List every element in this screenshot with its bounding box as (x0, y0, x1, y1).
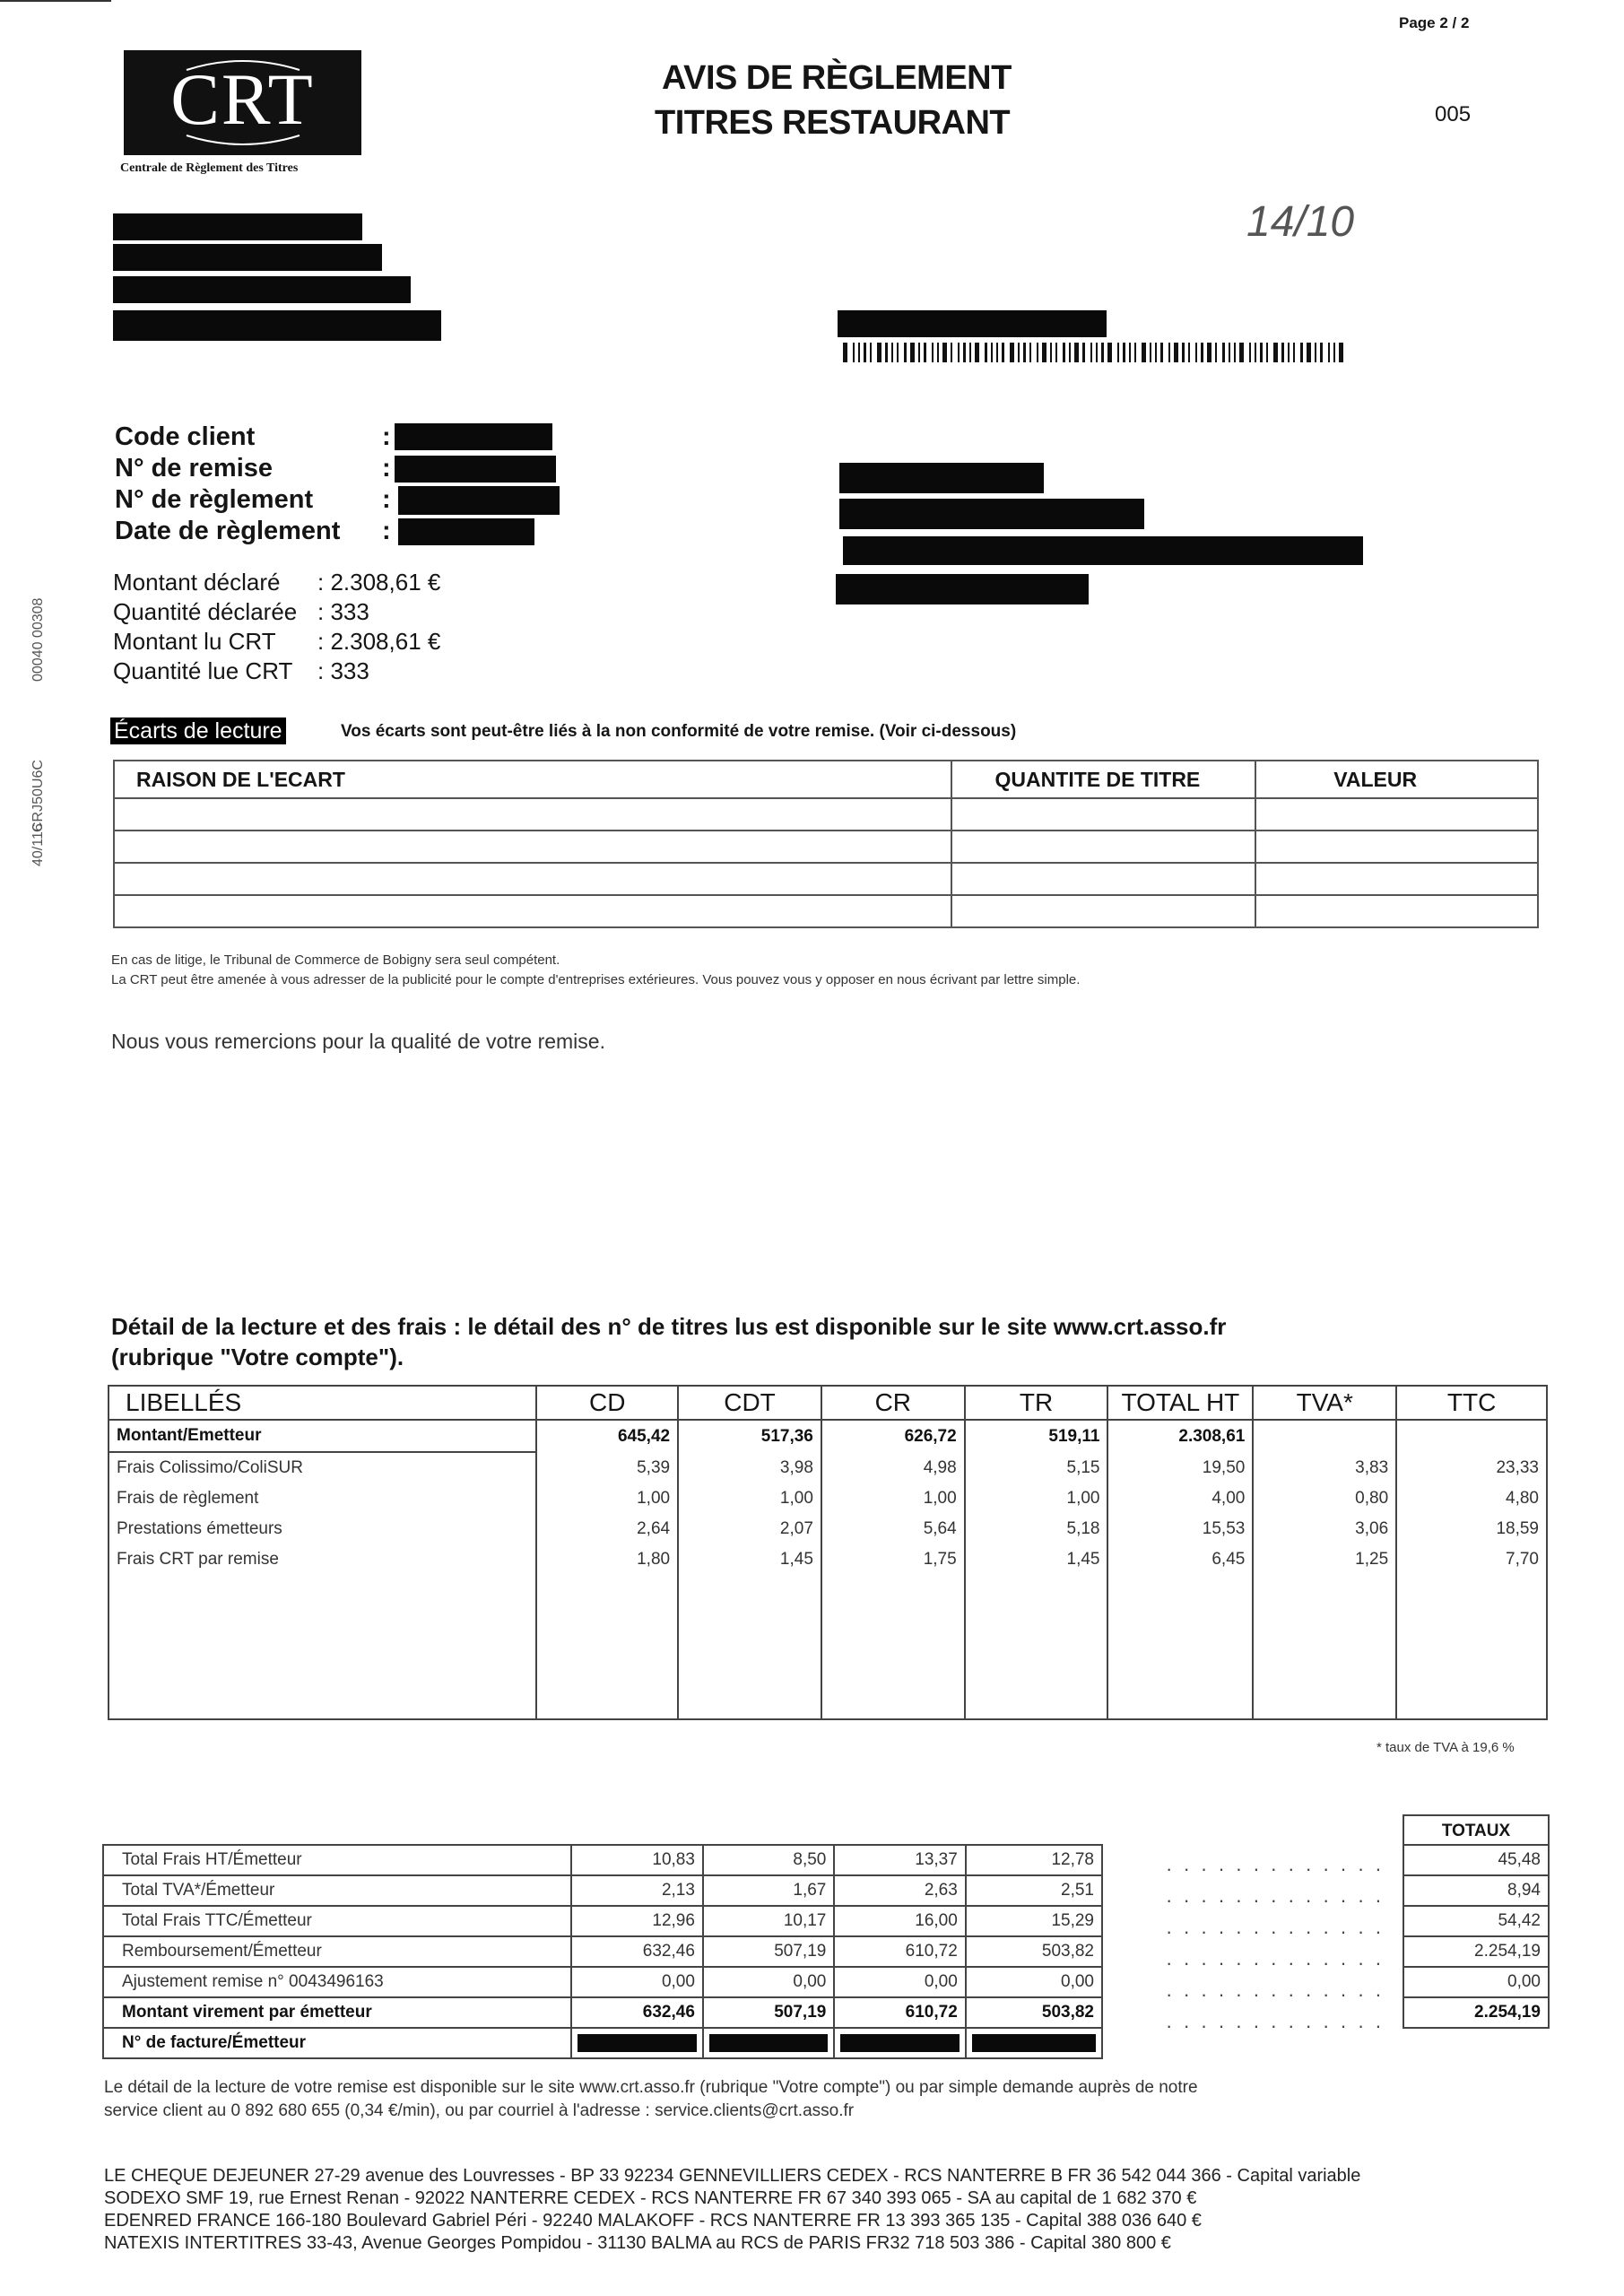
redacted-recipient-line (843, 536, 1363, 565)
barcode-bar (864, 343, 866, 362)
cell-tr: 2,51 (966, 1875, 1102, 1906)
table-row (109, 1483, 1547, 1514)
barcode-bar (1320, 343, 1323, 362)
barcode-bar (1042, 343, 1046, 362)
cell-cd: 12,96 (571, 1906, 702, 1936)
cell-tva: 3,83 (1253, 1452, 1396, 1483)
barcode-bar (1074, 343, 1079, 362)
empty-cell (109, 1575, 536, 1719)
dot-leader: · · · · · · · · · · · · · (1166, 1952, 1385, 1974)
row-label: Montant virement par émetteur (103, 1997, 571, 2028)
cell-cdt: 507,19 (703, 1936, 834, 1967)
barcode-bar (1123, 343, 1125, 362)
header-cdt: CDT (678, 1386, 821, 1420)
summary-table (102, 1844, 1103, 2059)
barcode-bar (1215, 343, 1217, 362)
barcode-bar (1300, 343, 1303, 362)
dot-leader: · · · · · · · · · · · · · (1166, 1983, 1385, 2005)
client-code-label: Code client (115, 422, 256, 451)
empty-cell (1253, 1575, 1396, 1719)
logo-subtitle: Centrale de Règlement des Titres (120, 161, 299, 175)
totals-row (1403, 1906, 1549, 1936)
row-label: Montant/Emetteur (109, 1420, 536, 1452)
redacted-reglement-number (398, 486, 560, 515)
barcode-bar (1117, 343, 1119, 362)
redacted-reglement-date (398, 518, 534, 545)
cell-cd: 632,46 (571, 1997, 702, 2028)
barcode-bar (918, 343, 920, 362)
cell-tr: 1,45 (965, 1544, 1108, 1575)
logo-text: CRT (170, 58, 315, 140)
redacted-address-line (113, 244, 382, 271)
document-number: 005 (1435, 102, 1472, 126)
bottom-note-line: service client au 0 892 680 655 (0,34 €/min), ou par courriel à l'adresse : service.clients@crt.asso.fr (104, 2101, 855, 2120)
cell-cd: 0,00 (571, 1967, 702, 1997)
totals-table (1403, 1844, 1550, 2029)
table-row (103, 1936, 1102, 1967)
detail-table (108, 1385, 1548, 1720)
cell-cr: 16,00 (834, 1906, 965, 1936)
crt-logo (124, 50, 361, 155)
quantite-declaree-label: Quantité déclarée (113, 598, 298, 625)
top-rule (0, 0, 111, 2)
cell-tva: 0,80 (1253, 1483, 1396, 1514)
barcode-bar (1023, 343, 1026, 362)
invoice-row (103, 2028, 1102, 2058)
barcode-bar (843, 343, 847, 362)
legal-line: En cas de litige, le Tribunal de Commerce de Bobigny sera seul compétent. (111, 952, 560, 968)
cell-cd: 1,00 (536, 1483, 678, 1514)
tva-note: * taux de TVA à 19,6 % (1376, 1740, 1515, 1755)
footer-line: SODEXO SMF 19, rue Ernest Renan - 92022 NANTERRE CEDEX - RCS NANTERRE FR 67 340 393 065 - SA au capital de 1 682 370 € (104, 2188, 1197, 2208)
redacted-recipient-line (836, 574, 1089, 604)
cell-cr: 1,00 (821, 1483, 965, 1514)
cell-cr: 4,98 (821, 1452, 965, 1483)
barcode-bar (1273, 343, 1278, 362)
cell-total: 19,50 (1107, 1452, 1253, 1483)
cell-cr: 0,00 (834, 1967, 965, 1997)
separator: : (382, 454, 391, 483)
cell-tr: 5,18 (965, 1514, 1108, 1544)
cell-ttc (1396, 1420, 1547, 1452)
col-valeur: VALEUR (1255, 761, 1538, 798)
table-row (109, 1420, 1547, 1452)
cell-tva: 1,25 (1253, 1544, 1396, 1575)
barcode-bar (853, 343, 855, 362)
montant-lu-value: : 2.308,61 € (317, 628, 441, 655)
header-tva: TVA* (1253, 1386, 1396, 1420)
separator: : (382, 485, 391, 514)
empty-cell (821, 1575, 965, 1719)
cell-cdt: 1,00 (678, 1483, 821, 1514)
totals-row (1403, 1845, 1549, 1875)
barcode-bar (1050, 343, 1052, 362)
detail-title (111, 1311, 1226, 1372)
barcode-bar (1142, 343, 1146, 362)
table-row (103, 1875, 1102, 1906)
redacted-invoice-number (703, 2028, 834, 2058)
cell-total: 15,53 (1107, 1514, 1253, 1544)
table-row (114, 895, 1538, 927)
cell-tva (1253, 1420, 1396, 1452)
side-code: CRJ50U6C (30, 760, 46, 832)
row-label: Remboursement/Émetteur (103, 1936, 571, 1967)
redacted-invoice-number (571, 2028, 702, 2058)
cell-cdt: 3,98 (678, 1452, 821, 1483)
footer (104, 2165, 1360, 2255)
barcode-bar (1201, 343, 1203, 362)
col-raison: RAISON DE L'ECART (114, 761, 951, 798)
barcode-bar (1107, 343, 1112, 362)
cell-cd: 2,13 (571, 1875, 702, 1906)
doc-title-line1: AVIS DE RÈGLEMENT (662, 59, 1012, 97)
side-code: 40/116 (30, 823, 46, 866)
barcode-bar (1188, 343, 1190, 362)
cell-cdt: 10,17 (703, 1906, 834, 1936)
total-value: 54,42 (1403, 1906, 1549, 1936)
cell-cr: 610,72 (834, 1936, 965, 1967)
barcode-bar (904, 343, 907, 362)
bottom-note-line: Le détail de la lecture de votre remise est disponible sur le site www.crt.asso.fr (rubrique "Votre compte") ou par simple demande auprès de notre (104, 2078, 1198, 2097)
barcode-bar (1096, 343, 1098, 362)
barcode-bar (932, 343, 934, 362)
barcode-bar (975, 343, 979, 362)
cell-tr: 503,82 (966, 1997, 1102, 2028)
header-total-ht: TOTAL HT (1107, 1386, 1253, 1420)
barcode-bar (991, 343, 993, 362)
footer-line: LE CHEQUE DEJEUNER 27-29 avenue des Louvresses - BP 33 92234 GENNEVILLIERS CEDEX - RCS NANTERRE B FR 36 542 044 366 - Capital variable (104, 2166, 1361, 2186)
cell-cdt: 1,45 (678, 1544, 821, 1575)
client-labels (115, 422, 340, 547)
barcode-bar (1063, 343, 1065, 362)
barcode-bar (1288, 343, 1290, 362)
footer-line: EDENRED FRANCE 166-180 Boulevard Gabriel Péri - 92240 MALAKOFF - RCS NANTERRE FR 13 393 365 135 - Capital 388 036 640 € (104, 2211, 1202, 2231)
row-label: Total Frais TTC/Émetteur (103, 1906, 571, 1936)
cell-tr: 15,29 (966, 1906, 1102, 1936)
cell-ttc: 18,59 (1396, 1514, 1547, 1544)
table-row (109, 1514, 1547, 1544)
ecarts-badge: Écarts de lecture (110, 718, 286, 744)
cell-cr: 1,75 (821, 1544, 965, 1575)
redacted-address-line (113, 310, 441, 341)
cell-cr: 610,72 (834, 1997, 965, 2028)
barcode-bar (1229, 343, 1230, 362)
barcode-bar (958, 343, 960, 362)
table-row (114, 798, 1538, 831)
barcode (843, 343, 1345, 362)
barcode-bar (1255, 343, 1256, 362)
table-row (103, 1967, 1102, 1997)
total-value: 2.254,19 (1403, 1997, 1549, 2028)
barcode-bar (1002, 343, 1004, 362)
header-libelles: LIBELLÉS (109, 1386, 536, 1420)
table-row-empty (109, 1575, 1547, 1719)
table-row (114, 831, 1538, 863)
dot-leader: · · · · · · · · · · · · · (1166, 1889, 1385, 1911)
barcode-bar (1266, 343, 1268, 362)
cell-cdt: 517,36 (678, 1420, 821, 1452)
redacted-client-code (395, 423, 552, 450)
barcode-bar (937, 343, 939, 362)
legal-line: La CRT peut être amenée à vous adresser de la publicité pour le compte d'entreprises extérieures. Vous pouvez vous y opposer en nous écrivant par lettre simple. (111, 972, 1081, 987)
header-cd: CD (536, 1386, 678, 1420)
footer-line: NATEXIS INTERTITRES 33-43, Avenue Georges Pompidou - 31130 BALMA au RCS de PARIS FR32 718 503 386 - Capital 380 800 € (104, 2233, 1171, 2253)
barcode-bar (985, 343, 987, 362)
cell-total: 4,00 (1107, 1483, 1253, 1514)
barcode-bar (1018, 343, 1020, 362)
amount-values (317, 568, 440, 686)
barcode-bar (1029, 343, 1031, 362)
table-row (103, 1845, 1102, 1875)
header-ttc: TTC (1396, 1386, 1547, 1420)
dot-leaders (1166, 1853, 1385, 2041)
cell-cr: 5,64 (821, 1514, 965, 1544)
barcode-bar (870, 343, 872, 362)
quantite-lue-value: : 333 (317, 657, 369, 684)
barcode-bar (1168, 343, 1170, 362)
barcode-bar (1174, 343, 1178, 362)
total-value: 45,48 (1403, 1845, 1549, 1875)
logo-arrows-icon (124, 50, 361, 155)
barcode-bar (1134, 343, 1136, 362)
totaux-header: TOTAUX (1403, 1814, 1550, 1847)
amount-labels (113, 568, 297, 686)
detail-title-line: Détail de la lecture et des frais : le détail des n° de titres lus est disponible sur le site www.crt.asso.fr (111, 1313, 1227, 1340)
cell-total: 6,45 (1107, 1544, 1253, 1575)
barcode-bar (1328, 343, 1330, 362)
barcode-bar (1234, 343, 1236, 362)
barcode-bar (1339, 343, 1343, 362)
montant-declare-value: : 2.308,61 € (317, 569, 441, 596)
barcode-bar (1010, 343, 1014, 362)
empty-cell (965, 1575, 1108, 1719)
col-quantite: QUANTITE DE TITRE (951, 761, 1256, 798)
page-number: Page 2 / 2 (1399, 14, 1470, 31)
row-label: Frais CRT par remise (109, 1544, 536, 1575)
redaction-bar (709, 2034, 828, 2052)
barcode-bar (1293, 343, 1295, 362)
cell-cd: 10,83 (571, 1845, 702, 1875)
cell-cdt: 0,00 (703, 1967, 834, 1997)
barcode-bar (942, 343, 947, 362)
row-label: Frais Colissimo/ColiSUR (109, 1452, 536, 1483)
cell-tr: 0,00 (966, 1967, 1102, 1997)
barcode-bar (1195, 343, 1197, 362)
dot-leader: · · · · · · · · · · · · · (1166, 1920, 1385, 1943)
separator: : (382, 517, 391, 545)
detail-title-line: (rubrique "Votre compte"). (111, 1344, 404, 1370)
cell-cdt: 8,50 (703, 1845, 834, 1875)
row-label: Ajustement remise n° 0043496163 (103, 1967, 571, 1997)
barcode-bar (885, 343, 888, 362)
cell-total: 2.308,61 (1107, 1420, 1253, 1452)
barcode-bar (910, 343, 915, 362)
cell-cd: 1,80 (536, 1544, 678, 1575)
table-row (109, 1452, 1547, 1483)
barcode-bar (1239, 343, 1244, 362)
barcode-bar (1082, 343, 1085, 362)
montant-lu-label: Montant lu CRT (113, 628, 276, 655)
redacted-recipient-line (839, 499, 1144, 529)
cell-cr: 626,72 (821, 1420, 965, 1452)
table-row (109, 1544, 1547, 1575)
reglement-number-label: N° de règlement (115, 485, 314, 514)
thanks-text: Nous vous remercions pour la qualité de votre remise. (111, 1030, 605, 1053)
ecarts-table (113, 760, 1539, 928)
doc-title-line2: TITRES RESTAURANT (655, 104, 1011, 142)
quantite-lue-label: Quantité lue CRT (113, 657, 293, 684)
barcode-bar (877, 343, 881, 362)
cell-tva: 3,06 (1253, 1514, 1396, 1544)
barcode-bar (1090, 343, 1092, 362)
barcode-bar (1207, 343, 1211, 362)
barcode-bar (897, 343, 899, 362)
cell-ttc: 7,70 (1396, 1544, 1547, 1575)
table-row (114, 863, 1538, 895)
side-code: 00040 00308 (30, 597, 46, 682)
reglement-date-label: Date de règlement (115, 517, 341, 545)
cell-tr: 12,78 (966, 1845, 1102, 1875)
cell-cd: 2,64 (536, 1514, 678, 1544)
redacted-address-line (113, 276, 411, 303)
barcode-bar (1260, 343, 1263, 362)
legal-text (111, 951, 1080, 990)
cell-cd: 632,46 (571, 1936, 702, 1967)
cell-ttc: 23,33 (1396, 1452, 1547, 1483)
barcode-bar (1315, 343, 1316, 362)
barcode-bar (1249, 343, 1251, 362)
invoice-label: N° de facture/Émetteur (103, 2028, 571, 2058)
redacted-invoice-number (834, 2028, 965, 2058)
row-label: Total TVA*/Émetteur (103, 1875, 571, 1906)
redaction-bar (578, 2034, 696, 2052)
barcode-bar (891, 343, 893, 362)
cell-ttc: 4,80 (1396, 1483, 1547, 1514)
empty-cell (1396, 1575, 1547, 1719)
cell-tr: 519,11 (965, 1420, 1108, 1452)
header-tr: TR (965, 1386, 1108, 1420)
barcode-bar (1069, 343, 1071, 362)
totals-row (1403, 1997, 1549, 2028)
handwritten-note: 14/10 (1246, 198, 1355, 246)
totals-row (1403, 1967, 1549, 1997)
cell-cr: 13,37 (834, 1845, 965, 1875)
barcode-bar (963, 343, 966, 362)
redaction-bar (972, 2034, 1096, 2052)
barcode-bar (951, 343, 952, 362)
redacted-invoice-number (966, 2028, 1102, 2058)
row-label: Total Frais HT/Émetteur (103, 1845, 571, 1875)
redacted-recipient-line (839, 463, 1044, 493)
table-row (103, 1906, 1102, 1936)
barcode-bar (1222, 343, 1225, 362)
dot-leader: · · · · · · · · · · · · · (1166, 1857, 1385, 1880)
redaction-bar (840, 2034, 959, 2052)
cell-tr: 503,82 (966, 1936, 1102, 1967)
dot-leader: · · · · · · · · · · · · · (1166, 2014, 1385, 2037)
header-cr: CR (821, 1386, 965, 1420)
total-value: 0,00 (1403, 1967, 1549, 1997)
totals-row (1403, 1936, 1549, 1967)
barcode-bar (1333, 343, 1335, 362)
row-label: Prestations émetteurs (109, 1514, 536, 1544)
barcode-bar (1160, 343, 1163, 362)
separator: : (382, 422, 391, 451)
cell-cr: 2,63 (834, 1875, 965, 1906)
table-row (103, 1997, 1102, 2028)
barcode-bar (858, 343, 860, 362)
barcode-bar (996, 343, 998, 362)
cell-tr: 5,15 (965, 1452, 1108, 1483)
barcode-bar (1182, 343, 1185, 362)
empty-cell (1107, 1575, 1253, 1719)
empty-cell (536, 1575, 678, 1719)
redacted-remise-number (395, 456, 556, 483)
cell-cdt: 507,19 (703, 1997, 834, 2028)
ecarts-message: Vos écarts sont peut-être liés à la non conformité de votre remise. (Voir ci-dessous) (341, 722, 1017, 741)
cell-cdt: 1,67 (703, 1875, 834, 1906)
cell-cd: 5,39 (536, 1452, 678, 1483)
row-label: Frais de règlement (109, 1483, 536, 1514)
totals-row (1403, 1875, 1549, 1906)
barcode-bar (1037, 343, 1038, 362)
barcode-bar (1129, 343, 1131, 362)
cell-cd: 645,42 (536, 1420, 678, 1452)
bottom-note (104, 2076, 1198, 2123)
barcode-bar (1101, 343, 1104, 362)
total-value: 2.254,19 (1403, 1936, 1549, 1967)
client-separators (382, 422, 391, 547)
barcode-bar (924, 343, 926, 362)
redacted-address-line (113, 213, 362, 240)
barcode-bar (1281, 343, 1284, 362)
barcode-bar (1155, 343, 1157, 362)
barcode-bar (1055, 343, 1057, 362)
quantite-declaree-value: : 333 (317, 598, 369, 625)
redacted-recipient-line (838, 310, 1107, 337)
barcode-bar (969, 343, 971, 362)
empty-cell (678, 1575, 821, 1719)
cell-cdt: 2,07 (678, 1514, 821, 1544)
cell-tr: 1,00 (965, 1483, 1108, 1514)
remise-number-label: N° de remise (115, 454, 274, 483)
barcode-bar (1150, 343, 1151, 362)
total-value: 8,94 (1403, 1875, 1549, 1906)
montant-declare-label: Montant déclaré (113, 569, 281, 596)
barcode-bar (1307, 343, 1311, 362)
